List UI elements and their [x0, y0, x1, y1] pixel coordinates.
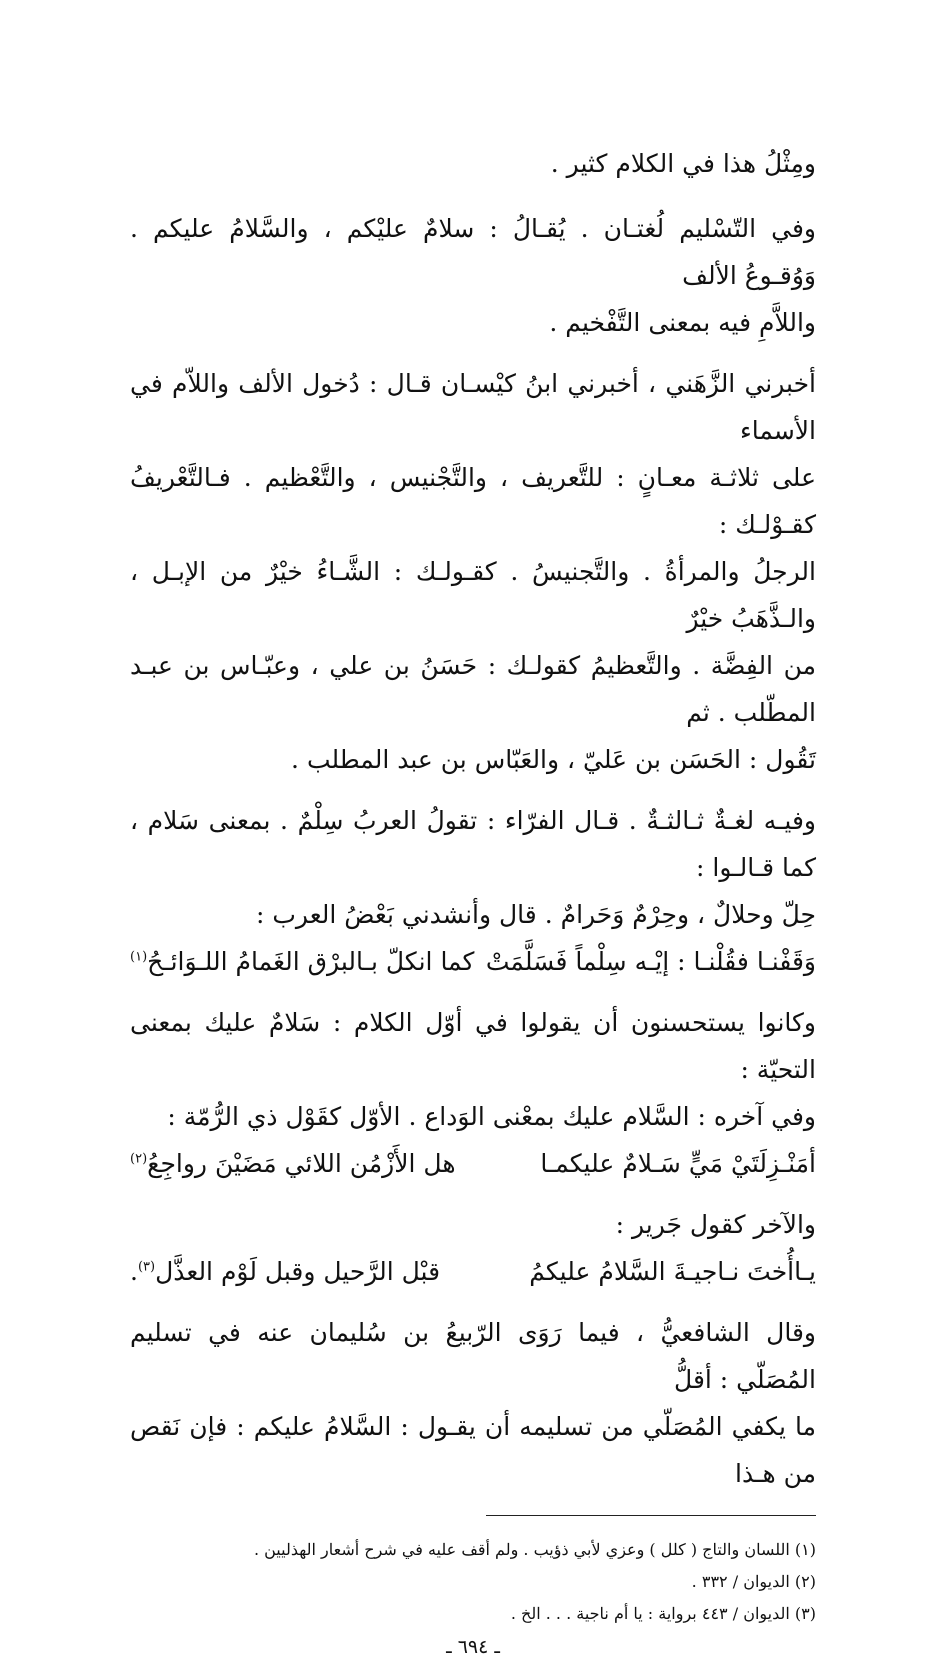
paragraph-1 — [130, 140, 816, 187]
footnote-ref: (٢) — [130, 1151, 148, 1167]
footnote-2: (٢) الديوان / ٣٣٢ . — [691, 1572, 816, 1591]
text-line: وكانوا يستحسنون أن يقولوا في أوّل الكلام : سَلامٌ عليك بمعنى التحيّة : — [130, 1008, 816, 1084]
footnote-ref: (١) — [130, 949, 148, 965]
verse-3 — [130, 1248, 816, 1295]
paragraph-3 — [130, 360, 816, 783]
paragraph-4 — [130, 797, 816, 938]
footnotes — [130, 1534, 816, 1630]
footnote-divider — [486, 1515, 816, 1516]
verse-end-mark: . — [130, 1257, 138, 1286]
footnote-ref: (٣) — [137, 1259, 156, 1275]
verse-hemistich-right: يـاأُختَ نـاجيـةَ السَّلامُ عليكمُ — [529, 1257, 816, 1286]
verse-hemistich-left — [130, 1248, 440, 1295]
verse-hemistich-text: كما انكلّ بـالبرْق الغَمامُ اللـوَائـحُ — [147, 947, 475, 976]
verse-hemistich-left — [130, 938, 474, 985]
text-line: ما يكفي المُصَلّي من تسليمه أن يقـول : السَّلامُ عليكم : فإن نَقص من هـذا — [130, 1412, 816, 1488]
text-line: وفي التّسْليم لُغتـان . يُقـالُ : سلامٌ عليْكم ، والسَّلامُ عليكم . وَوُقـوعُ الألف — [130, 214, 816, 290]
text-line: أخبرني الزَّهَني ، أخبرني ابنُ كيْسـان قـال : دُخول الألف واللاّم في الأسماء — [130, 369, 816, 445]
text-line: على ثلاثـة معـانٍ : للتَّعريف ، والتَّجْنيس ، والتَّعْظيم . فـالتَّعْريفُ كقـوْلـك : — [130, 463, 816, 539]
text-line: وفيـه لغـةٌ ثـالثـةٌ . قـال الفرّاء : تقولُ العربُ سِلْمٌ . بمعنى سَلام ، كما قـالـوا : — [130, 806, 816, 882]
verse-hemistich-text: هل الأَزْمُن اللائي مَضَيْنَ رواجِعُ — [147, 1149, 456, 1178]
page-number: ـ ٦٩٤ ـ — [446, 1636, 500, 1658]
footnote-3: (٣) الديوان / ٤٤٣ برواية : يا أم ناجية . . . الخ . — [510, 1604, 816, 1623]
verse-hemistich-right: وَقَفْنـا فقُلْنـا : إيْـه سِلْماً فَسَلَّمَتْ — [485, 947, 816, 976]
text-line: واللاَّمِ فيه بمعنى التَّفْخيم . — [549, 308, 816, 337]
text-line: وقال الشافعيُّ ، فيما رَوَى الرّبيعُ بن سُليمان عنه في تسليم المُصَلّي : أقلُّ — [130, 1318, 816, 1394]
text-line: الرجلُ والمرأةُ . والتَّجنيسُ . كقـولـك : الشَّـاءُ خيْرٌ من الإبـل ، والـذَّهَبُ خيْرٌ — [130, 557, 816, 633]
text-line: والآخر كقول جَرير : — [615, 1210, 816, 1239]
text-line: حِلّ وحلالٌ ، وحِرْمٌ وَحَرامٌ . قال وأنشدني بَعْضُ العرب : — [256, 900, 816, 929]
paragraph-2 — [130, 205, 816, 346]
verse-hemistich-text: قبْل الرَّحيل وقبل لَوْم العذَّل — [155, 1257, 441, 1286]
footnote-1: (١) اللسان والتاج ( كلل ) وعزي لأبي ذؤيب . ولم أقف عليه في شرح أشعار الهذليين . — [253, 1540, 816, 1559]
paragraph-6 — [130, 1201, 816, 1248]
text-line: تَقُول : الحَسَن بن عَليّ ، والعَبّاس بن عبد المطلب . — [291, 745, 816, 774]
verse-2 — [130, 1140, 816, 1187]
paragraph-7 — [130, 1309, 816, 1497]
verse-1 — [130, 938, 816, 985]
verse-hemistich-right: أمَنْـزِلَتَيْ مَيٍّ سَـلامٌ عليكمـا — [540, 1149, 816, 1178]
text-line: وفي آخره : السَّلام عليك بمعْنى الوَداع . الأوّل كقَوْل ذي الرُّمّة : — [167, 1102, 816, 1131]
text-line: من الفِضَّة . والتَّعظيمُ كقولـك : حَسَنُ بن علي ، وعبّـاس بن عبـد المطّلب . ثم — [130, 651, 816, 727]
verse-hemistich-left — [130, 1140, 456, 1187]
paragraph-5 — [130, 999, 816, 1140]
text-line: ومِثْلُ هذا في الكلام كثير . — [550, 149, 816, 178]
